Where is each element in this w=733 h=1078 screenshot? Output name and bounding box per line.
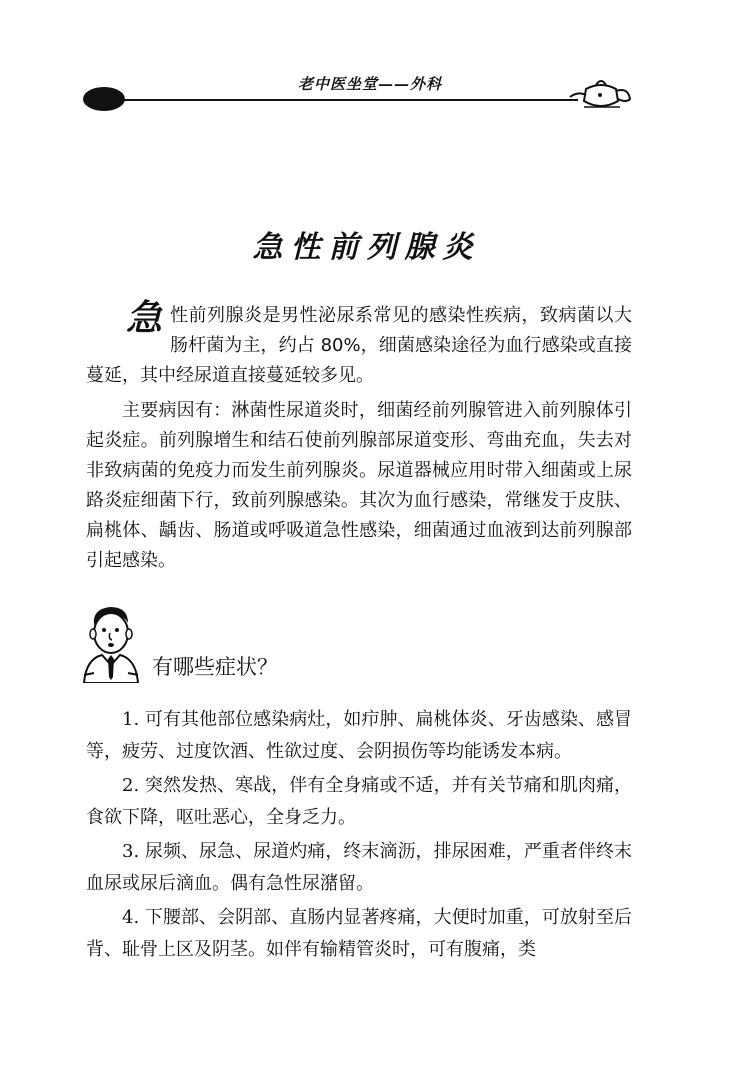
section-heading: 有哪些症状？ bbox=[152, 655, 278, 679]
article-title: 急性前列腺炎 bbox=[252, 230, 481, 265]
intro-paragraph bbox=[86, 297, 632, 391]
list-item: 4. 下腰部、会阴部、直肠内显著疼痛，大便时加重，可放射至后背、耻骨上区及阴茎。如伴有输精管炎时，可有腹痛，类 bbox=[86, 907, 632, 960]
running-header bbox=[0, 0, 733, 130]
running-title: 老中医坐堂——外科 bbox=[297, 75, 442, 93]
intro-text: 性前列腺炎是男性泌尿系常见的感染性疾病，致病菌以大肠杆菌为主，约占 80%，细菌感染途径为血行感染或直接蔓延，其中经尿道直接蔓延较多见。 bbox=[86, 305, 632, 386]
drop-cap: 急 bbox=[126, 297, 163, 339]
list-item: 1. 可有其他部位感染病灶，如疖肿、扁桃体炎、牙齿感染、感冒等，疲劳、过度饮酒、性欲过度、会阴损伤等均能诱发本病。 bbox=[86, 709, 632, 762]
doctor-avatar-icon bbox=[80, 603, 142, 683]
symptom-list bbox=[86, 704, 632, 968]
teapot-icon bbox=[566, 73, 636, 117]
header-rule bbox=[118, 99, 578, 101]
list-item: 3. 尿频、尿急、尿道灼痛，终末滴沥，排尿困难，严重者伴终末血尿或尿后滴血。偶有急性尿潴留。 bbox=[86, 841, 632, 894]
list-item: 2. 突然发热、寒战，伴有全身痛或不适，并有关节痛和肌肉痛，食欲下降，呕吐恶心，全身乏力。 bbox=[86, 775, 632, 828]
cause-paragraph: 主要病因有：淋菌性尿道炎时，细菌经前列腺管进入前列腺体引起炎症。前列腺增生和结石使前列腺部尿道变形、弯曲充血，失去对非致病菌的免疫力而发生前列腺炎。尿道器械应用时带入细菌或上尿路炎症细菌下行，致前列腺感染。其次为血行感染，常继发于皮肤、扁桃体、龋齿、肠道或呼吸道急性感染，细菌通过血液到达前列腺部引起感染。 bbox=[86, 400, 632, 571]
